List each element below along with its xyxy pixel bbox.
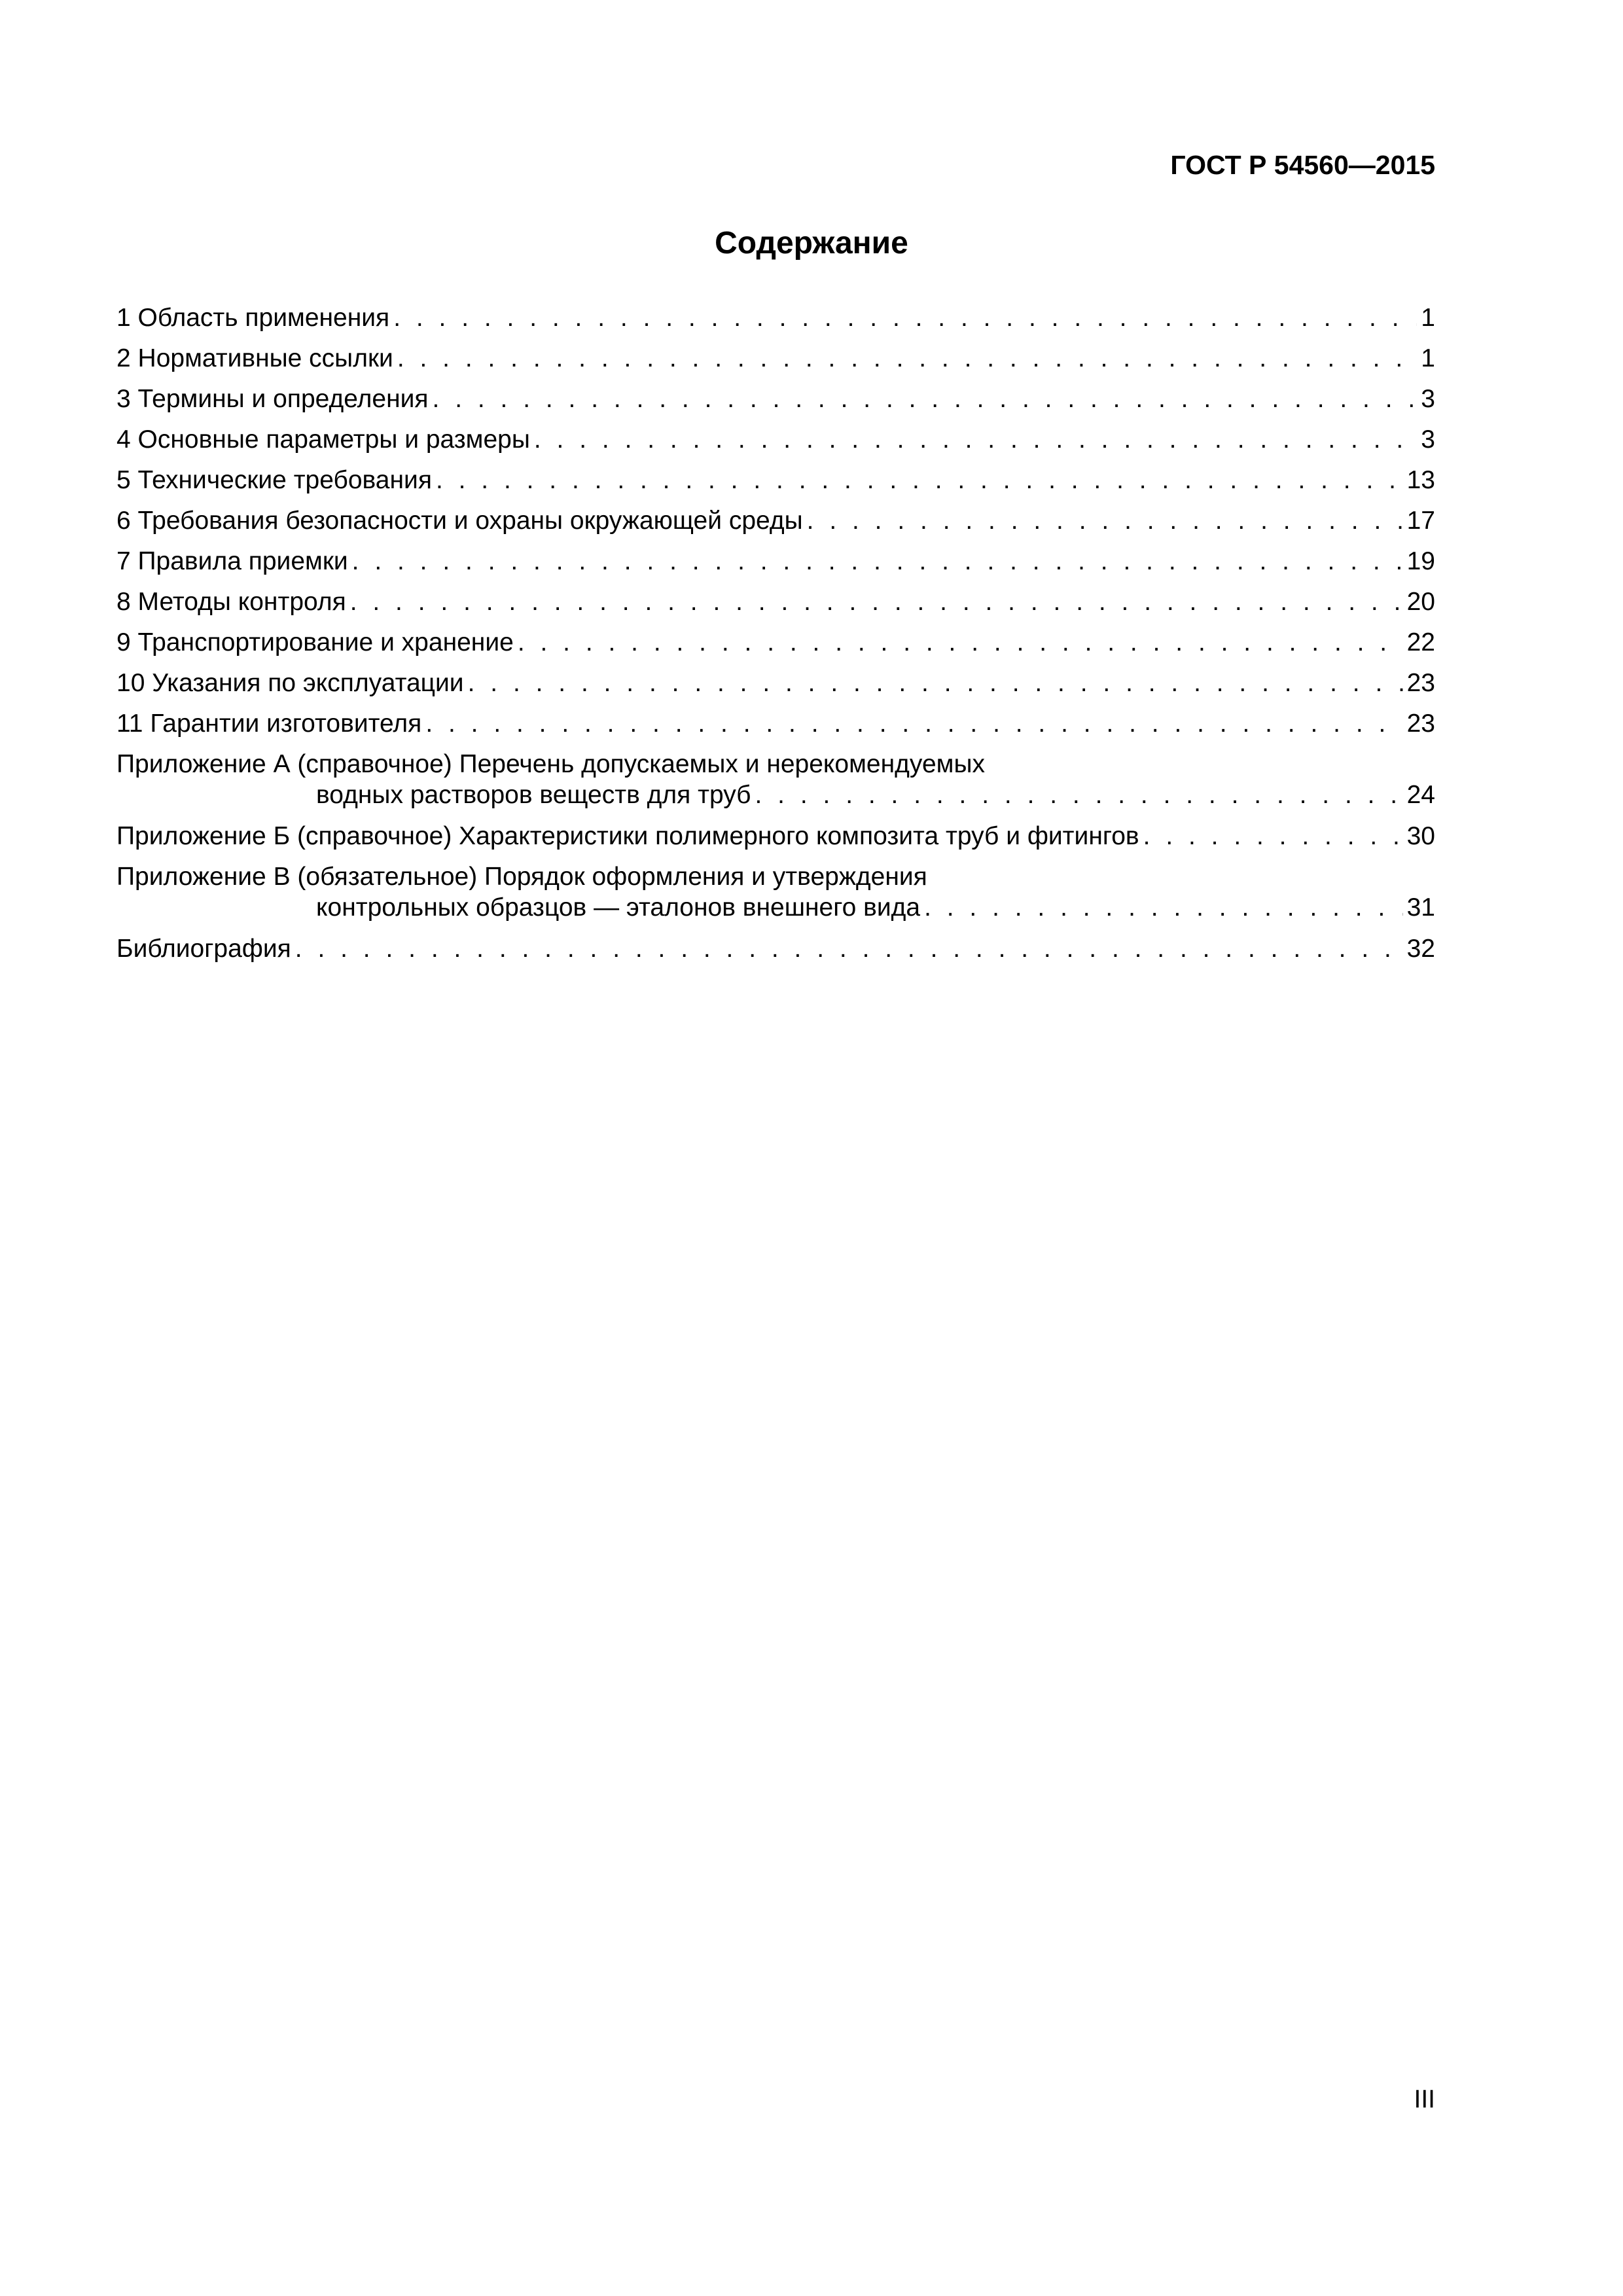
toc-entry-label: 5 Технические требования xyxy=(116,466,432,494)
toc-entry-appendix-b[interactable] xyxy=(116,821,1435,861)
toc-entry-label: 1 Область применения xyxy=(116,304,390,332)
toc-entry-appendix-v[interactable] xyxy=(116,861,1435,933)
toc-entry[interactable] xyxy=(116,384,1435,424)
toc-entry-label: 10 Указания по эксплуатации xyxy=(116,669,464,697)
page-number: III xyxy=(1414,2085,1435,2113)
document-code: ГОСТ Р 54560—2015 xyxy=(1170,150,1435,180)
dot-leader xyxy=(350,586,1403,617)
toc-entry-label-line1: Приложение А (справочное) Перечень допускаемых и нерекомендуемых xyxy=(116,750,986,778)
toc-entry[interactable] xyxy=(116,708,1435,749)
toc-entry[interactable] xyxy=(116,546,1435,586)
toc-entry-label: Приложение Б (справочное) Характеристики полимерного композита труб и фитингов xyxy=(116,822,1139,850)
toc-entry-label: 11 Гарантии изготовителя xyxy=(116,709,422,738)
toc-entry[interactable] xyxy=(116,465,1435,505)
toc-entry-page: 19 xyxy=(1406,547,1435,575)
toc-entry-page: 32 xyxy=(1406,935,1435,963)
toc-entry-label: 8 Методы контроля xyxy=(116,588,346,616)
toc-entry-label: 2 Нормативные ссылки xyxy=(116,344,393,372)
dot-leader xyxy=(807,505,1403,536)
toc-entry-page: 30 xyxy=(1406,822,1435,850)
toc-entry-label-line1: Приложение В (обязательное) Порядок оформления и утверждения xyxy=(116,863,927,891)
dot-leader xyxy=(425,708,1402,739)
toc-entry-page: 24 xyxy=(1406,781,1435,809)
dot-leader xyxy=(468,668,1403,698)
toc-entry-page: 17 xyxy=(1406,507,1435,535)
dot-leader xyxy=(924,892,1403,923)
toc-entry-bibliography[interactable] xyxy=(116,933,1435,974)
toc-entry-page: 3 xyxy=(1421,385,1435,413)
toc-title: Содержание xyxy=(715,226,908,260)
toc-entry[interactable] xyxy=(116,343,1435,384)
toc-entry-label: Библиография xyxy=(116,935,291,963)
dot-leader xyxy=(1143,821,1403,852)
toc-entry[interactable] xyxy=(116,505,1435,546)
dot-leader xyxy=(433,384,1418,414)
toc-entry[interactable] xyxy=(116,668,1435,708)
toc-entry-label: 9 Транспортирование и хранение xyxy=(116,628,514,656)
toc-entry-page: 23 xyxy=(1406,709,1435,738)
toc-entry-page: 31 xyxy=(1406,893,1435,922)
table-of-contents xyxy=(116,302,1435,974)
toc-entry[interactable] xyxy=(116,586,1435,627)
dot-leader xyxy=(393,302,1417,333)
toc-entry[interactable] xyxy=(116,627,1435,668)
toc-entry-label: 6 Требования безопасности и охраны окружающей среды xyxy=(116,507,803,535)
toc-entry-label-line2: контрольных образцов — эталонов внешнего вида xyxy=(316,893,921,922)
toc-entry-label: 7 Правила приемки xyxy=(116,547,348,575)
toc-entry-page: 3 xyxy=(1421,425,1435,454)
dot-leader xyxy=(352,546,1403,577)
toc-entry-label-line2: водных растворов веществ для труб xyxy=(316,781,751,809)
toc-entry[interactable] xyxy=(116,424,1435,465)
toc-entry-appendix-a[interactable] xyxy=(116,749,1435,821)
dot-leader xyxy=(755,780,1403,810)
toc-entry-label: 4 Основные параметры и размеры xyxy=(116,425,530,454)
dot-leader xyxy=(518,627,1403,658)
toc-entry-page: 22 xyxy=(1406,628,1435,656)
toc-entry-page: 23 xyxy=(1406,669,1435,697)
toc-entry-label: 3 Термины и определения xyxy=(116,385,429,413)
dot-leader xyxy=(295,933,1403,964)
dot-leader xyxy=(534,424,1417,455)
toc-entry-page: 20 xyxy=(1406,588,1435,616)
dot-leader xyxy=(436,465,1403,495)
toc-entry[interactable] xyxy=(116,302,1435,343)
toc-entry-page: 1 xyxy=(1421,304,1435,332)
toc-entry-page: 13 xyxy=(1406,466,1435,494)
toc-entry-page: 1 xyxy=(1421,344,1435,372)
dot-leader xyxy=(397,343,1417,374)
